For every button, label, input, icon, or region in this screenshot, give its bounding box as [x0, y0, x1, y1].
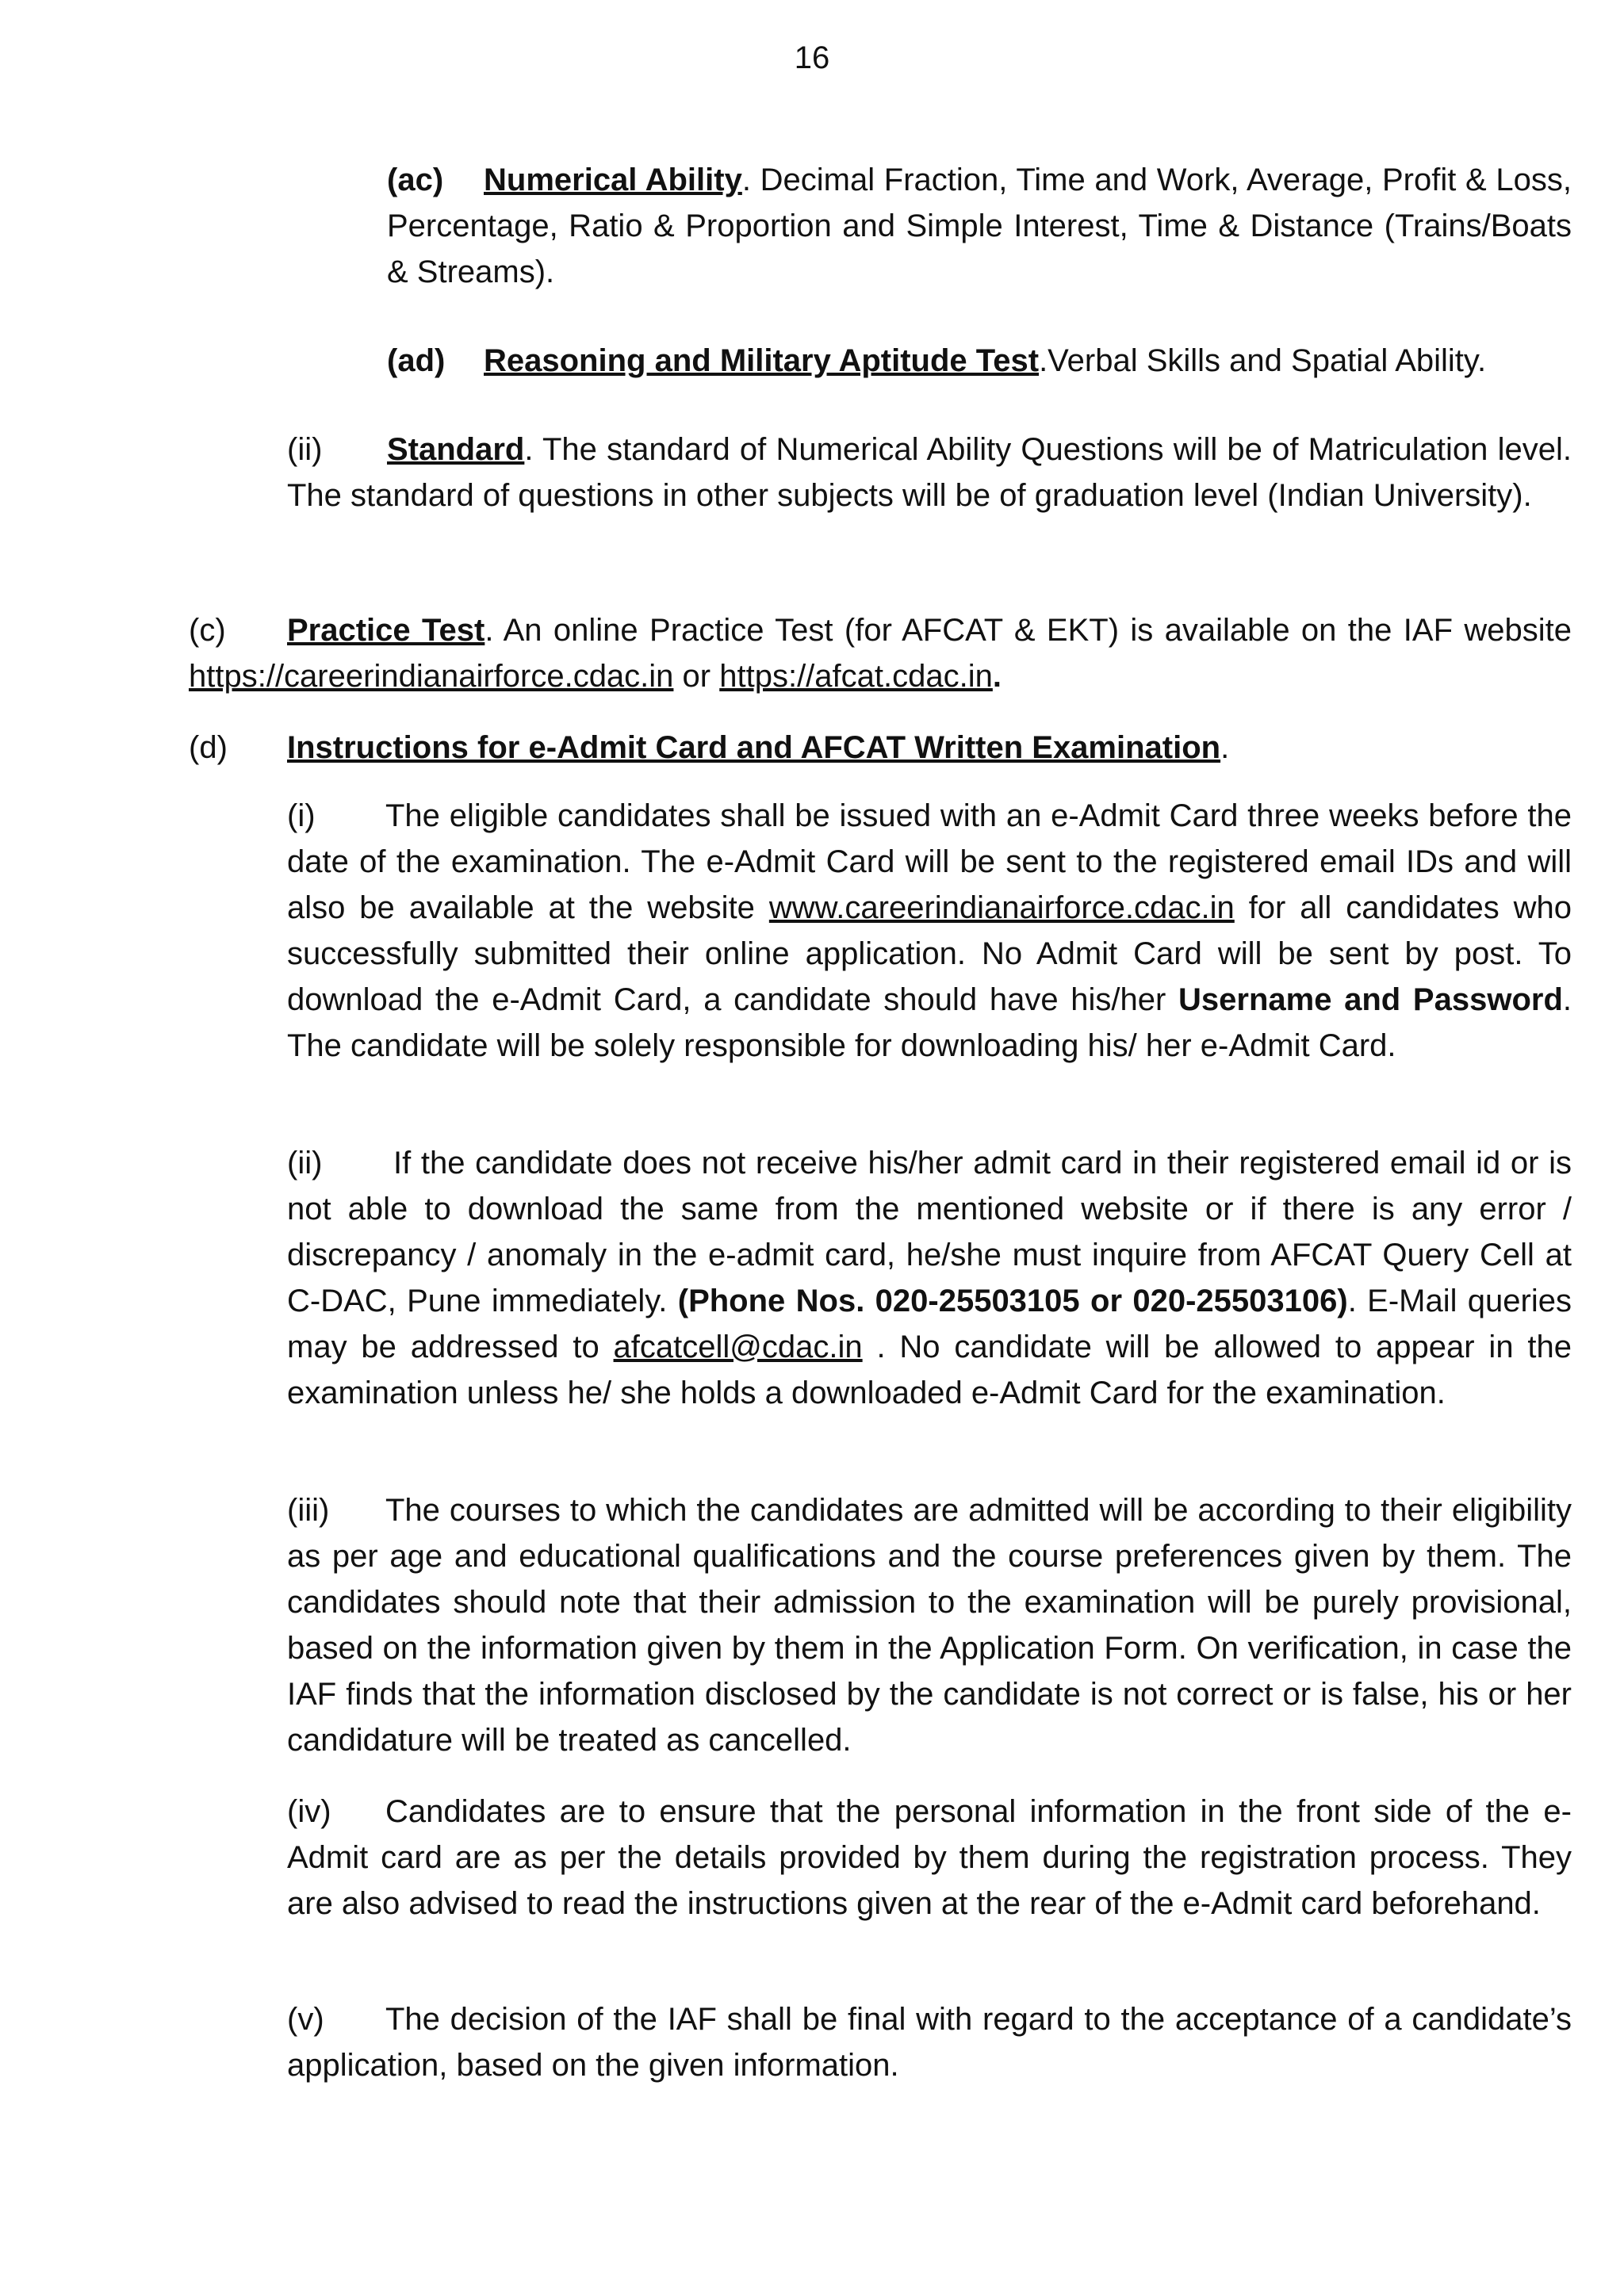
career-website-link[interactable]: www.careerindianairforce.cdac.in: [768, 890, 1235, 925]
section-ad-title: Reasoning and Military Aptitude Test: [484, 343, 1040, 378]
section-ii-label: (ii): [287, 432, 323, 467]
section-c-text3: .: [992, 659, 1002, 694]
username-password-bold: Username and Password: [1178, 982, 1563, 1017]
page-number: 16: [794, 40, 830, 75]
afcat-site-link[interactable]: https://afcat.cdac.in: [719, 659, 993, 694]
career-site-link[interactable]: https://careerindianairforce.cdac.in: [189, 659, 674, 694]
section-c-text2: or: [673, 659, 720, 694]
section-c-label: (c): [189, 613, 226, 648]
phone-numbers-bold: (Phone Nos. 020-25503105 or 020-25503106): [677, 1284, 1348, 1318]
section-d-heading: [189, 725, 1572, 771]
section-d-iv: [287, 1789, 1572, 1927]
section-d-v-label: (v): [287, 2002, 324, 2037]
section-d-title: Instructions for e-Admit Card and AFCAT Written Examination: [287, 730, 1221, 765]
section-d-v-text: The decision of the IAF shall be final with regard to the acceptance of a candidate’s application, based on the given information.: [287, 2002, 1572, 2083]
section-d-ii-text3: . No candidate will be allowed to appear in the examination unless he/ she holds a downloaded e-Admit Card for the examination.: [287, 1330, 1572, 1410]
section-d-i: [287, 793, 1572, 1069]
section-d-ii-label: (ii): [287, 1146, 323, 1181]
section-d-ii-text1: If the candidate does not receive his/her admit card in their registered email id or is not able to download the same from the mentioned website or if there is any error / discrepancy / anomaly in the e-admit card, he/she must inquire from AFCAT Query Cell at C-DAC, Pune immediately.: [287, 1146, 1572, 1318]
section-c-title-end: .: [485, 613, 494, 648]
section-d-i-text2: for all candidates who successfully submitted their online application. No Admit Card will be sent by post. To download the e-Admit Card, a candidate should have his/her: [287, 890, 1572, 1017]
section-ad-label: (ad): [387, 343, 446, 378]
section-ac-title: Numerical Ability: [484, 163, 742, 197]
section-ii-standard: [287, 427, 1572, 519]
section-ad-text: .Verbal Skills and Spatial Ability.: [1039, 343, 1487, 378]
section-d-ii-text2: . E-Mail queries may be addressed to: [287, 1284, 1572, 1364]
section-ac: [387, 157, 1572, 295]
section-d-iii-label: (iii): [287, 1493, 330, 1528]
section-d-ii: [287, 1140, 1572, 1416]
section-d-iv-text: Candidates are to ensure that the personal information in the front side of the e-Admit card are as per the details provided by them during the registration process. They are also advised to read the instructions given at the rear of the e-Admit card beforehand.: [287, 1794, 1572, 1921]
section-d-iii: [287, 1487, 1572, 1763]
section-ac-title-end: .: [741, 163, 751, 197]
section-d-i-label: (i): [287, 798, 316, 833]
section-ac-text: Decimal Fraction, Time and Work, Average, Profit & Loss, Percentage, Ratio & Proportion and Simple Interest, Time & Distance (Trains/Boats & Streams).: [387, 163, 1572, 289]
section-d-i-text3: . The candidate will be solely responsible for downloading his/ her e-Admit Card.: [287, 982, 1572, 1063]
section-ii-text: . The standard of Numerical Ability Questions will be of Matriculation level. The standard of questions in other subjects will be of graduation level (Indian University).: [287, 432, 1572, 513]
afcatcell-email-link[interactable]: afcatcell@cdac.in: [613, 1330, 863, 1364]
section-d-v: [287, 1996, 1572, 2088]
section-d-label: (d): [189, 730, 228, 765]
section-ii-title: Standard: [387, 432, 525, 467]
section-d-iii-text: The courses to which the candidates are admitted will be according to their eligibility as per age and educational qualifications and the course preferences given by them. The candidates should note that their admission to the examination will be purely provisional, based on the information given by them in the Application Form. On verification, in case the IAF finds that the information disclosed by the candidate is not correct or is false, his or her candidature will be treated as cancelled.: [287, 1493, 1572, 1758]
section-d-iv-label: (iv): [287, 1794, 331, 1829]
section-d-i-text1: The eligible candidates shall be issued with an e-Admit Card three weeks before the date of the examination. The e-Admit Card will be sent to the registered email IDs and will also be available at the website: [287, 798, 1572, 925]
section-ad: [387, 338, 1572, 384]
section-d-title-end: .: [1220, 730, 1230, 765]
section-c-text1: An online Practice Test (for AFCAT & EKT) is available on the IAF website: [493, 613, 1572, 648]
section-c-title: Practice Test: [287, 613, 485, 648]
section-c: [189, 607, 1572, 699]
section-ac-label: (ac): [387, 163, 444, 197]
